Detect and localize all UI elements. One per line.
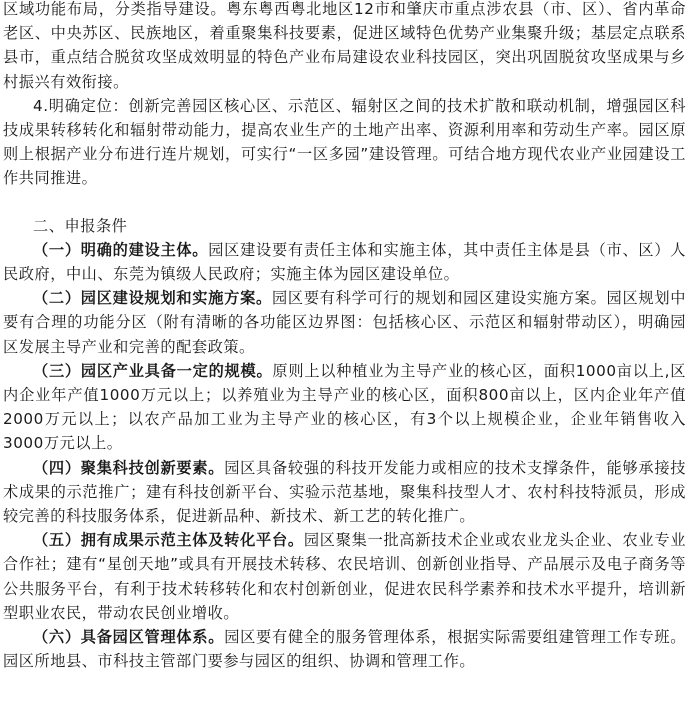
item-4-label: 4.明确定位：	[33, 96, 129, 115]
condition-5-heading: （五）拥有成果示范主体及转化平台。	[33, 531, 304, 550]
condition-2-heading: （二）园区建设规划和实施方案。	[33, 289, 272, 308]
condition-5-text: 园区聚集一批高新技术企业或农业龙头企业、农业专业合作社；建有“星创天地”或具有开展技术转移、农民培训、创新创业指导、产品展示及电子商务等公共服务平台，有利于技术转移转化和农村创新创业，促进农民科学素养和技术水平提升，培训新型职业农民，带动农民创业增收。	[3, 531, 686, 622]
condition-2-text: 园区要有科学可行的规划和园区建设实施方案。园区规划中要有合理的功能分区（附有清晰的各功能区边界图：包括核心区、示范区和辐射带动区），明确园区发展主导产业和完善的配套政策。	[3, 289, 686, 356]
condition-6	[0, 625, 692, 673]
condition-4-heading: （四）聚集科技创新要素。	[33, 458, 225, 477]
intro-paragraph	[0, 0, 692, 94]
condition-6-text: 园区要有健全的服务管理体系，根据实际需要组建管理工作专班。园区所地县、市科技主管部门要参与园区的组织、协调和管理工作。	[3, 628, 686, 671]
item-4-paragraph	[0, 94, 692, 191]
condition-1	[0, 238, 692, 286]
item-4-text: 创新完善园区核心区、示范区、辐射区之间的技术扩散和联动机制，增强园区科技成果转移转化和辐射带动能力，提高农业生产的土地产出率、资源利用率和劳动生产率。园区原则上根据产业分布进行连片规划，可实行“一区多园”建设管理。可结合地方现代农业产业园建设工作共同推进。	[3, 96, 687, 188]
condition-1-heading: （一）明确的建设主体。	[33, 240, 209, 259]
condition-5	[0, 528, 692, 625]
condition-3-text: 原则上以种植业为主导产业的核心区，面积1000亩以上,区内企业年产值1000万元以上；以养殖业为主导产业的核心区，面积800亩以上，区内企业年产值2000万元以上；以农产品加工业为主导产业的核心区，有3个以上规模企业，企业年销售收入3000万元以上。	[3, 361, 686, 453]
section-gap	[0, 191, 692, 214]
condition-6-heading: （六）具备园区管理体系。	[33, 628, 225, 647]
section-title: 二、申报条件	[33, 216, 128, 235]
condition-2	[0, 286, 692, 359]
intro-paragraph-text: 区域功能布局，分类指导建设。粤东粤西粤北地区12市和肇庆市重点涉农县（市、区）、省内革命老区、中央苏区、民族地区，着重聚集科技要素，促进区域特色优势产业集聚升级；基层定点联系县市，重点结合脱贫攻坚成效明显的特色产业布局建设农业科技园区，突出巩固脱贫攻坚成果与乡村振兴有效衔接。	[3, 0, 686, 91]
condition-1-text: 园区建设要有责任主体和实施主体，其中责任主体是县（市、区）人民政府，中山、东莞为镇级人民政府；实施主体为园区建设单位。	[3, 240, 686, 284]
condition-3-heading: （三）园区产业具备一定的规模。	[33, 361, 273, 380]
condition-3	[0, 359, 692, 456]
condition-4	[0, 456, 692, 529]
condition-4-text: 园区具备较强的科技开发能力或相应的技术支撑条件，能够承接技术成果的示范推广；建有科技创新平台、实验示范基地，聚集科技型人才、农村科技特派员，形成较完善的科技服务体系，促进新品种、新技术、新工艺的转化推广。	[3, 458, 686, 526]
